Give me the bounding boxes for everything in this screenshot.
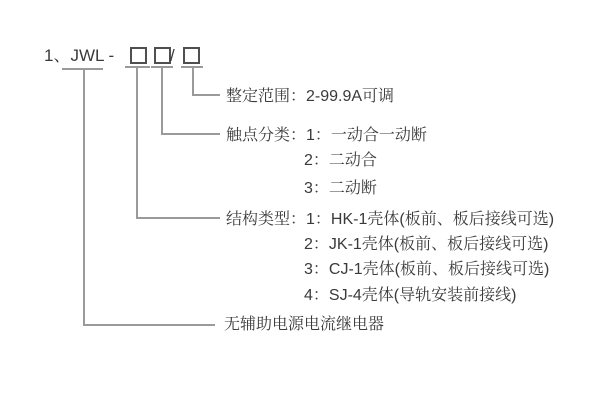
product-name: 无辅助电源电流继电器 <box>224 316 385 333</box>
connector-structure-type-horizontal <box>136 217 220 219</box>
contact-class-option-3: 3：二动断 <box>304 180 377 197</box>
model-box-structure-type <box>130 47 147 64</box>
structure-type-option-4: 4：SJ-4壳体(导轨安装前接线) <box>304 287 517 304</box>
model-separator-slash: / <box>170 46 175 65</box>
connector-product-name-horizontal <box>83 324 215 326</box>
contact-class-line-1 <box>226 126 427 146</box>
setting-range-label: 整定范围： <box>226 88 307 105</box>
connector-contact-class-horizontal <box>161 133 220 135</box>
connector-contact-class-vertical <box>161 66 163 135</box>
model-designation-title: 1、JWL - <box>44 46 115 65</box>
structure-type-option-2: 2：JK-1壳体(板前、板后接线可选) <box>304 236 549 253</box>
setting-range-value: 2-99.9A可调 <box>306 88 395 105</box>
connector-setting-range-vertical <box>192 66 194 96</box>
structure-type-option-3: 3：CJ-1壳体(板前、板后接线可选) <box>304 261 550 278</box>
contact-class-option-1: 1：一动合一动断 <box>306 127 427 144</box>
contact-class-option-2: 2：二动合 <box>304 152 377 169</box>
contact-class-label: 触点分类： <box>226 127 307 144</box>
connector-setting-range-horizontal <box>192 94 220 96</box>
structure-type-line-1 <box>226 210 554 230</box>
connector-product-name-vertical <box>83 68 85 326</box>
setting-range-line <box>226 87 394 107</box>
structure-type-option-1: 1：HK-1壳体(板前、板后接线可选) <box>306 211 555 228</box>
structure-type-label: 结构类型： <box>226 211 307 228</box>
model-box-setting-range <box>183 47 200 64</box>
connector-structure-type-vertical <box>136 66 138 219</box>
model-box-contact-class <box>154 47 171 64</box>
